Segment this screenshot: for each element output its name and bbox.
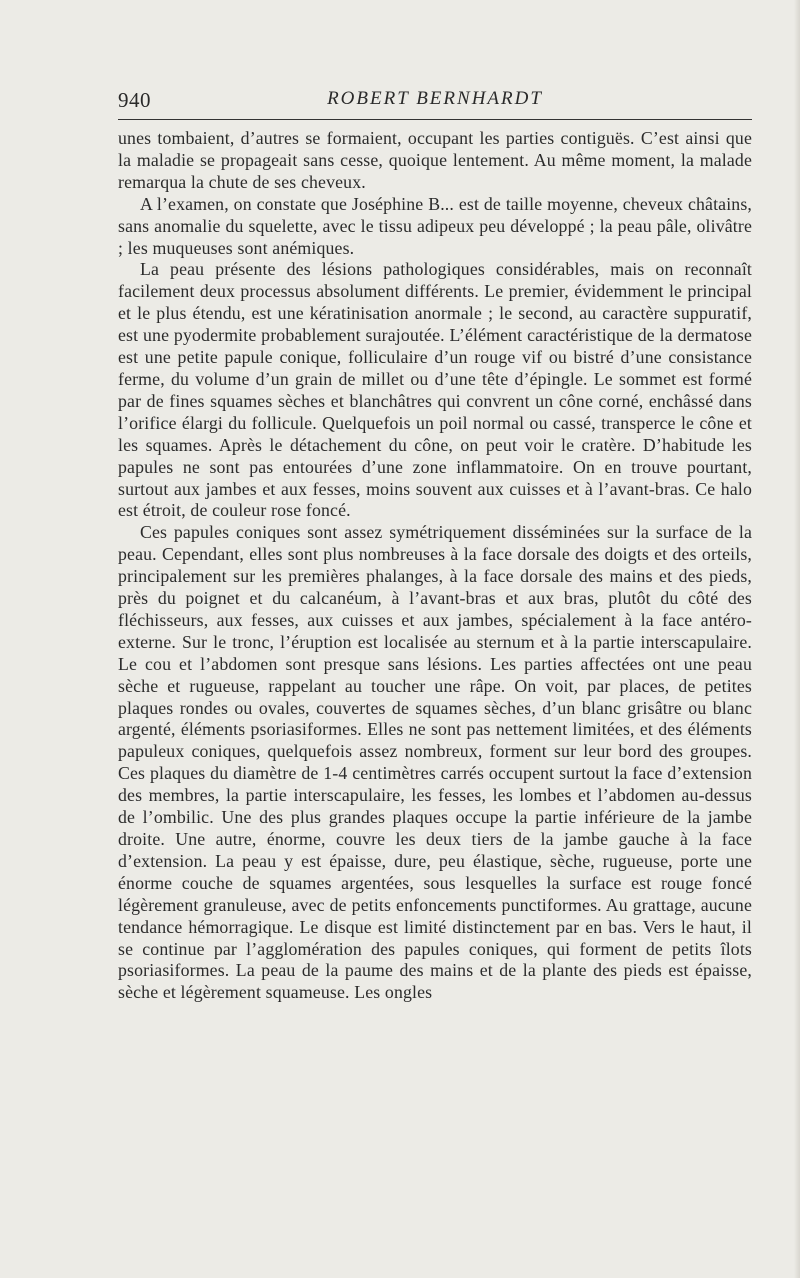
page-number: 940: [118, 88, 151, 112]
paragraph: La peau présente des lésions pathologiques considérables, mais on reconnaît facilement deux processus absolument différents. Le premier, évidemment le principal et le plus étendu, est une kératinisation anormale ; le second, au caractère suppuratif, est une pyodermite probablement surajoutée. L’élément caractéristique de la dermatose est une petite papule conique, folliculaire d’un rouge vif ou bistré d’une consistance ferme, du volume d’un grain de millet ou d’une tête d’épingle. Le sommet est formé par de fines squames sèches et blanchâtres qui convrent un cône corné, enchâssé dans l’orifice élargi du follicule. Quelquefois un poil normal ou cassé, transperce le cône et les squames. Après le détachement du cône, on peut voir le cratère. D’habitude les papules ne sont pas entourées d’une zone inflammatoire. On en trouve pourtant, surtout aux jambes et aux fesses, moins souvent aux cuisses et à l’avant-bras. Ce halo est étroit, de couleur rose foncé.: [118, 259, 752, 521]
header-rule: [118, 119, 752, 120]
running-title: ROBERT BERNHARDT: [327, 88, 543, 109]
paragraph: A l’examen, on constate que Joséphine B... est de taille moyenne, cheveux châtains, sans anomalie du squelette, avec le tissu adipeux peu développé ; la peau pâle, olivâtre ; les muqueuses sont anémiques.: [118, 193, 752, 258]
paragraph: Ces papules coniques sont assez symétriquement disséminées sur la surface de la peau. Cependant, elles sont plus nombreuses à la face dorsale des doigts et des orteils, principalement sur les premières phalanges, à la face dorsale des mains et des pieds, près du poignet et du calcanéum, à l’avant-bras et aux bras, plutôt du côté des fléchisseurs, aux fesses, aux cuisses et aux jambes, spécialement à la face antéro-externe. Sur le tronc, l’éruption est localisée au sternum et à la partie interscapulaire. Le cou et l’abdomen sont presque sans lésions. Les parties affectées ont une peau sèche et rugueuse, rappelant au toucher une râpe. On voit, par places, de petites plaques rondes ou ovales, couvertes de squames sèches, d’un blanc grisâtre ou blanc argenté, éléments psoriasiformes. Elles ne sont pas nettement limitées, et des éléments papuleux coniques, quelquefois assez nombreux, forment sur leur bord des groupes. Ces plaques du diamètre de 1-4 centimètres carrés occupent surtout la face d’extension des membres, la partie interscapulaire, les fesses, les lombes et l’abdomen au-dessus de l’ombilic. Une des plus grandes plaques occupe la partie inférieure de la jambe droite. Une autre, énorme, couvre les deux tiers de la jambe gauche à la face d’extension. La peau y est épaisse, dure, peu élastique, sèche, rugueuse, porte une énorme couche de squames argentées, sous lesquelles la surface est rouge foncé légèrement granuleuse, avec de petits enfoncements punctiformes. Au grattage, aucune tendance hémorragique. Le disque est limité distinctement par en bas. Vers le haut, il se continue par l’agglomération des papules coniques, qui forment de petits îlots psoriasiformes. La peau de la paume des mains et de la plante des pieds est épaisse, sèche et légèrement squameuse. Les ongles: [118, 522, 752, 1003]
paragraph: unes tombaient, d’autres se formaient, occupant les parties contiguës. C’est ainsi que la maladie se propageait sans cesse, quoique lentement. Au même moment, la malade remarqua la chute de ses cheveux.: [118, 128, 752, 192]
page-header: [118, 88, 752, 118]
body-text: [118, 128, 752, 1004]
page-edge: [794, 0, 800, 1278]
